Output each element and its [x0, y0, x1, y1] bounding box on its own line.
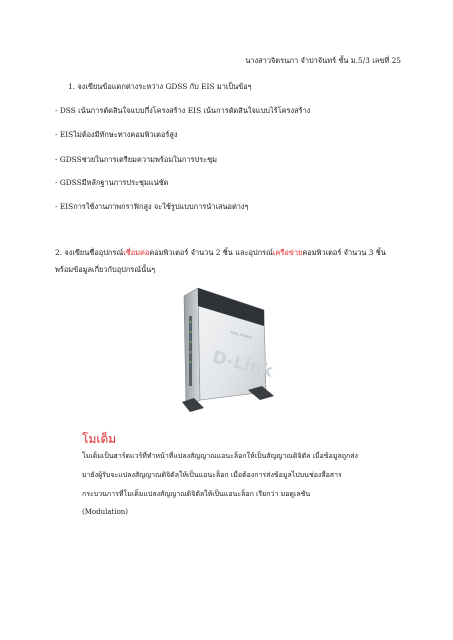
- author-line: นางสาวจิตรนภา จำปาจันทร์ ชั้น ม.5/3 เลขที่ 25: [245, 56, 401, 65]
- highlight-connecting: เชื่อมต่อ: [123, 248, 150, 257]
- question-2-prompt-continued: พร้อมข้อมูลเกี่ยวกับอุปกรณ์นั้นๆ: [55, 265, 156, 274]
- question-2-text: 2. จงเขียนชื่ออุปกรณ์: [55, 248, 124, 257]
- modem-device-image: [178, 282, 278, 414]
- question-1-bullet: - DSS เน้นการตัดสินใจแบบกึ่งโครงสร้าง EIS เน้นการตัดสินใจแบบไร้โครงสร้าง: [55, 106, 311, 115]
- question-1-prompt: 1. จงเขียนข้อแตกต่างระหว่าง GDSS กับ EIS มาเป็นข้อๆ: [68, 82, 252, 91]
- highlight-network: เครือข่าย: [272, 248, 303, 257]
- question-1-bullet: - GDSSช่วยในการเตรียมความพร้อมในการประชุม: [55, 155, 217, 164]
- modem-section-title: โมเด็ม: [82, 432, 117, 446]
- brand-watermark: D-Link: [210, 347, 275, 382]
- question-1-bullet: - EISไม่ต้องมีทักษะทางคอมพิวเตอร์สูง: [55, 130, 178, 139]
- question-2-text: คอมพิวเตอร์ จำนวน 2 ชิ้น และอุปกรณ์: [149, 248, 273, 257]
- modem-description-line: (Modulation): [82, 508, 129, 516]
- question-1-bullet: - EISการใช้งานภาพกราฟิกสูง จะใช้รูปแบบการนำเสนอต่างๆ: [55, 202, 249, 211]
- model-label: ADSL Modem: [229, 330, 253, 340]
- question-2-prompt: [55, 248, 386, 257]
- question-2-text: คอมพิวเตอร์ จำนวน 3 ชิ้น: [302, 248, 386, 257]
- modem-description-line: มายังผู้รับจะแปลงสัญญาณดิจิตัลให้เป็นแอนะล็อก เมื่อต้องการส่งข้อมูลไปบนช่องสื่อสาร: [82, 471, 342, 479]
- modem-description-line: โมเด็มเป็นฮาร์ดแวร์ที่ทำหน้าที่แปลงสัญญาณแอนะล็อกให้เป็นสัญญาณดิจิตัล เมื่อข้อมูลถูกส่ง: [82, 452, 358, 460]
- question-1-bullet: - GDSSมีหลักฐานการประชุมแน่ชัด: [55, 178, 169, 187]
- modem-description-line: กระบวนการที่โมเด็มแปลงสัญญาณดิจิตัลให้เป็นแอนะล็อก เรียกว่า มอดูเลชัน: [82, 490, 311, 498]
